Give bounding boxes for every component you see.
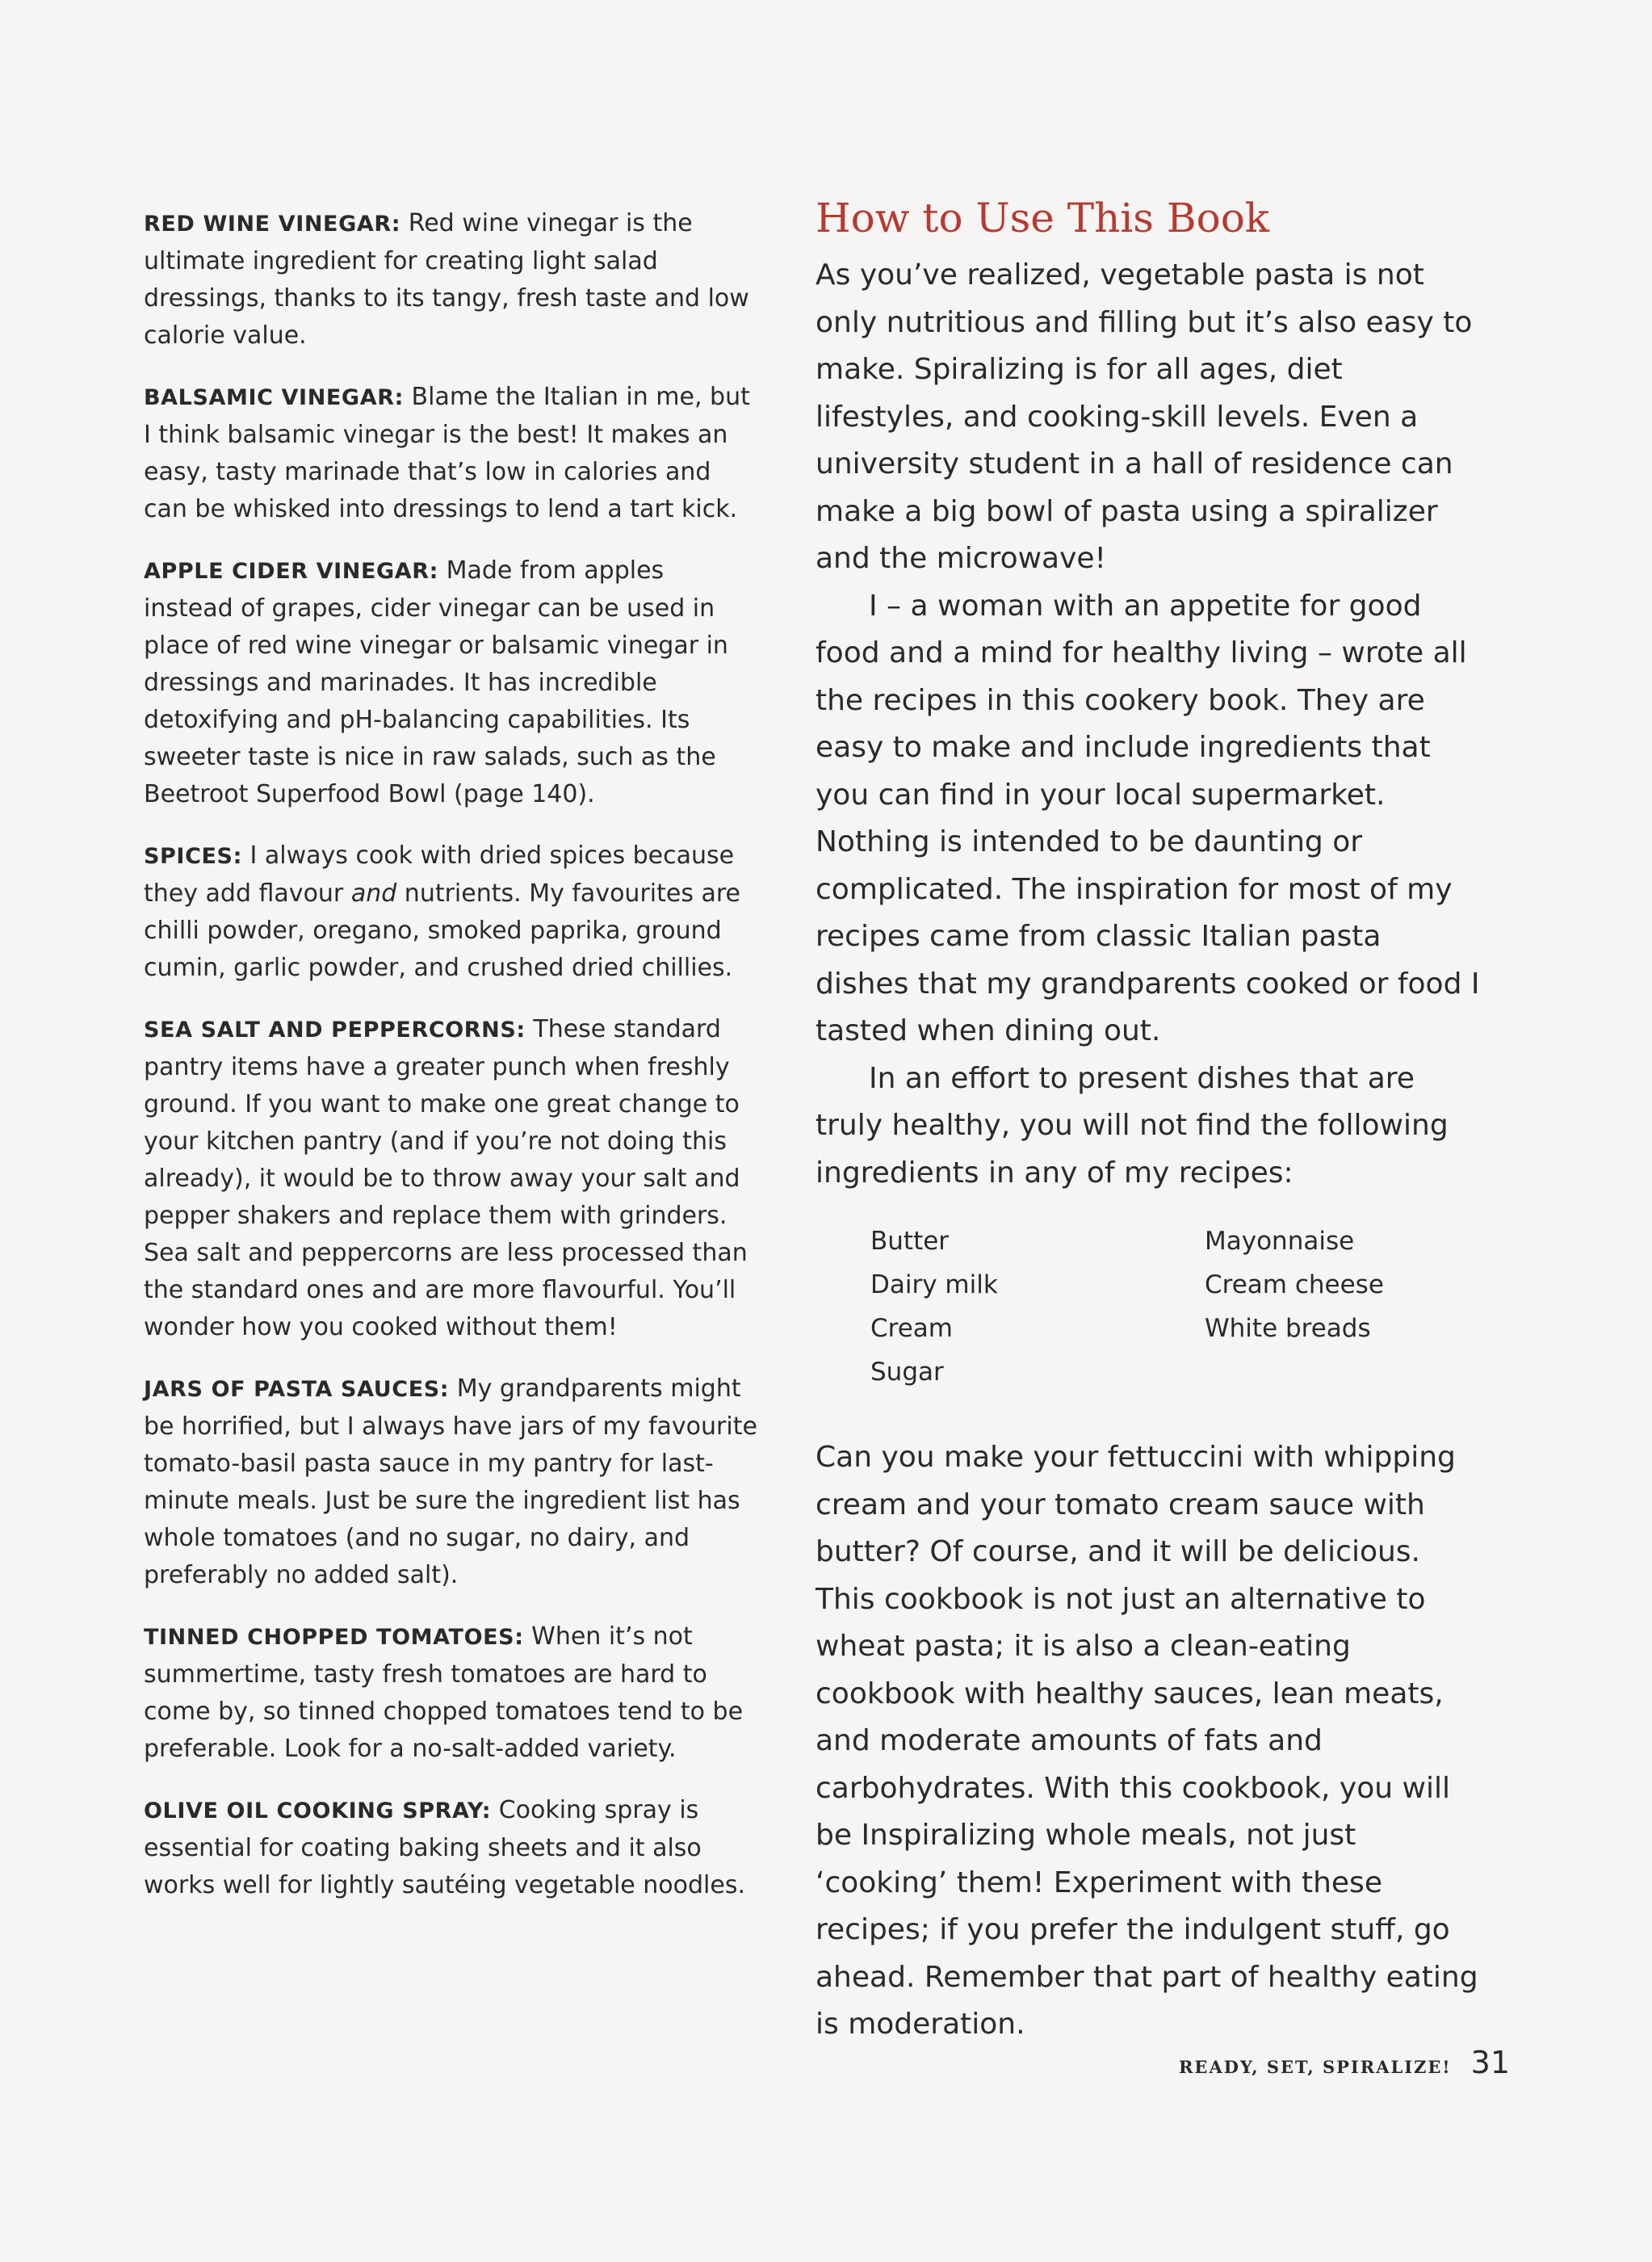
glossary-term: SPICES: — [144, 844, 242, 869]
how-to-use-section — [816, 192, 1482, 2049]
glossary-entry — [144, 1370, 757, 1594]
list-item: Mayonnaise — [1205, 1227, 1355, 1256]
glossary-text: Made from apples instead of grapes, cider vinegar can be used in place of red wine vinegar or balsamic vinegar in dressings and marinades. It has incredible detoxifying and pH-balancing capabilities. Its sweeter taste is nice in raw salads, such as the Beetroot Superfood Bowl (page 140). — [144, 556, 728, 808]
glossary-text: My grandparents might be horrified, but I always have jars of my favourite tomato-basil pasta sauce in my pantry for last-minute meals. Just be sure the ingredient list has whole tomatoes (and no sugar, no dairy, and preferably no added salt). — [144, 1374, 757, 1589]
section-title: How to Use This Book — [816, 195, 1270, 241]
ingredients-column — [870, 1219, 1205, 1394]
pantry-glossary — [144, 205, 757, 1928]
glossary-entry — [144, 205, 757, 355]
body-paragraph: As you’ve realized, vegetable pasta is not only nutritious and filling but it’s also easy to make. Spiralizing is for all ages, diet lifestyles, and cooking-skill levels. Even a university student in a hall of residence can make a big bowl of pasta using a spiralizer and the microwave! — [816, 258, 1473, 575]
glossary-text: Blame the Italian in me, but I think balsamic vinegar is the best! It makes an easy, tasty marinade that’s low in calories and can be whisked into dressings to lend a tart kick. — [144, 383, 750, 523]
glossary-term: SEA SALT AND PEPPERCORNS: — [144, 1018, 526, 1043]
glossary-text: nutrients. My favourites are chilli powder, oregano, smoked paprika, ground cumin, garlic powder, and crushed dried chillies. — [144, 879, 741, 982]
glossary-term: JARS OF PASTA SAUCES: — [144, 1377, 450, 1402]
glossary-text: Red wine vinegar is the ultimate ingredient for creating light salad dressings, thanks to its tangy, fresh taste and low calorie value. — [144, 209, 749, 350]
glossary-entry — [144, 1792, 757, 1904]
ingredients-column — [1205, 1219, 1512, 1394]
list-item: Sugar — [870, 1358, 944, 1387]
list-item: White breads — [1205, 1314, 1371, 1343]
glossary-term: APPLE CIDER VINEGAR: — [144, 559, 439, 584]
glossary-entry — [144, 379, 757, 528]
emphasis-text: and — [350, 879, 397, 908]
glossary-entry — [144, 1011, 757, 1346]
body-paragraph: In an effort to present dishes that are truly healthy, you will not find the following ingredients in any of my recipes: — [816, 1061, 1449, 1190]
glossary-term: TINNED CHOPPED TOMATOES: — [144, 1625, 524, 1650]
glossary-text: When it’s not summertime, tasty fresh tomatoes are hard to come by, so tinned chopped tomatoes tend to be preferable. Look for a no-salt-added variety. — [144, 1622, 744, 1763]
list-item: Cream — [870, 1314, 953, 1343]
running-head: READY, SET, SPIRALIZE! — [1178, 2057, 1452, 2077]
list-item: Dairy milk — [870, 1270, 998, 1299]
page-footer — [1179, 2045, 1510, 2080]
closing-paragraph: Can you make your fettuccini with whipping cream and your tomato cream sauce with butter? Of course, and it will be delicious. This cookbook is not just an alternative to wheat pasta; it is also a clean-eating cookbook with healthy sauces, lean meats, and moderate amounts of fats and carbohydrates. With this cookbook, you will be Inspiralizing whole meals, not just ‘cooking’ them! Experiment with these recipes; if you prefer the indulgent stuff, go ahead. Remember that part of healthy eating is moderation. — [816, 1441, 1478, 2041]
glossary-term: RED WINE VINEGAR: — [144, 212, 401, 237]
glossary-text: These standard pantry items have a greater punch when freshly ground. If you want to make one great change to your kitchen pantry (and if you’re not doing this already), it would be to throw away your salt and pepper shakers and replace them with grinders. Sea salt and peppercorns are less processed than the standard ones and are more flavourful. You’ll wonder how you cooked without them! — [144, 1015, 748, 1341]
glossary-term: OLIVE OIL COOKING SPRAY: — [144, 1798, 492, 1823]
glossary-entry — [144, 837, 757, 987]
glossary-term: BALSAMIC VINEGAR: — [144, 385, 404, 410]
glossary-text: Cooking spray is essential for coating baking sheets and it also works well for lightly sautéing vegetable noodles. — [144, 1796, 745, 1899]
glossary-entry — [144, 1618, 757, 1768]
glossary-entry — [144, 552, 757, 813]
excluded-ingredients-list — [870, 1219, 1482, 1394]
page-number: 31 — [1470, 2045, 1510, 2080]
glossary-text: I always cook with dried spices because they add flavour — [144, 841, 735, 908]
list-item: Butter — [870, 1227, 950, 1256]
body-paragraph: I – a woman with an appetite for good food and a mind for healthy living – wrote all the recipes in this cookery book. They are easy to make and include ingredients that you can find in your local supermarket. Nothing is intended to be daunting or complicated. The inspiration for most of my recipes came from classic Italian pasta dishes that my grandparents cooked or food I tasted when dining out. — [816, 589, 1480, 1047]
list-item: Cream cheese — [1205, 1270, 1384, 1299]
